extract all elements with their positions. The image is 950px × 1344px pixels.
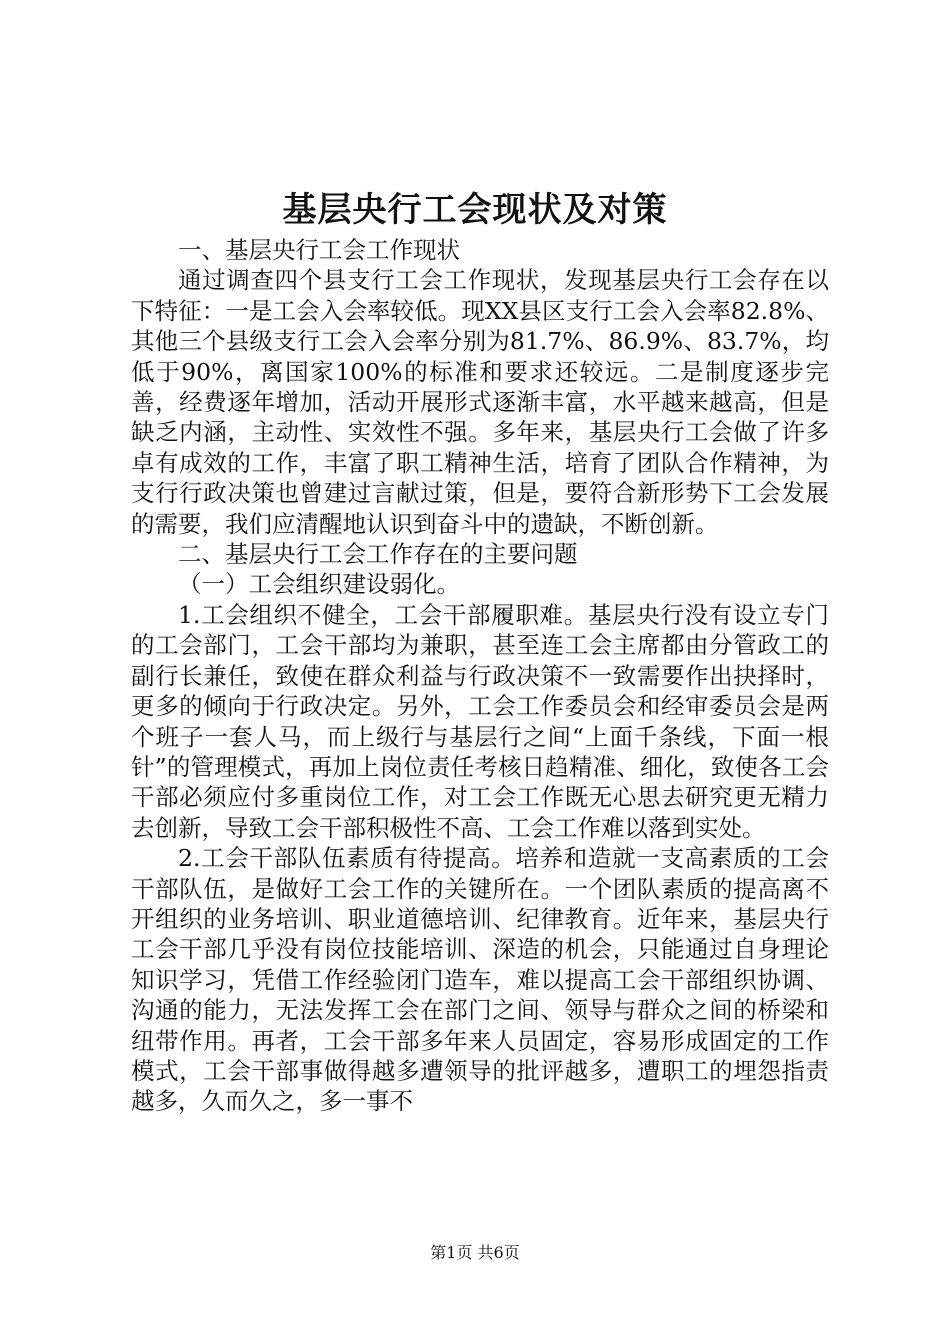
paragraph-point-1: 1.工会组织不健全，工会干部履职难。基层央行没有设立专门的工会部门，工会干部均为兼职，甚至连工会主席都由分管政工的副行长兼任，致使在群众利益与行政决策不一致需要作出抉择时，更多的倾向于行政决定。另外，工会工作委员会和经审委员会是两个班子一套人马，而上级行与基层行之间“上面千条线，下面一根针”的管理模式，再加上岗位责任考核日趋精准、细化，致使各工会干部必须应付多重岗位工作，对工会工作既无心思去研究更无精力去创新，导致工会干部积极性不高、工会工作难以落到实处。 <box>131 600 829 842</box>
section-heading-1: 一、基层央行工会工作现状 <box>178 236 460 264</box>
section-heading-2: 二、基层央行工会工作存在的主要问题 <box>178 540 578 569</box>
page-footer: 第1页 共6页 <box>430 1243 520 1262</box>
paragraph-status: 通过调查四个县支行工会工作现状，发现基层央行工会存在以下特征：一是工会入会率较低。现XX县区支行工会入会率82.8%、其他三个县级支行工会入会率分别为81.7%、86.9%、83.7%，均低于90%，离国家100%的标准和要求还较远。二是制度逐步完善，经费逐年增加，活动开展形式逐渐丰富，水平越来越高，但是缺乏内涵，主动性、实效性不强。多年来，基层央行工会做了许多卓有成效的工作，丰富了职工精神生活，培育了团队合作精神，为支行行政决策也曾建过言献过策，但是，要符合新形势下工会发展的需要，我们应清醒地认识到奋斗中的遗缺，不断创新。 <box>131 266 829 538</box>
document-title: 基层央行工会现状及对策 <box>282 190 668 230</box>
paragraph-point-2: 2.工会干部队伍素质有待提高。培养和造就一支高素质的工会干部队伍，是做好工会工作的关键所在。一个团队素质的提高离不开组织的业务培训、职业道德培训、纪律教育。近年来，基层央行工会干部几乎没有岗位技能培训、深造的机会，只能通过自身理论知识学习，凭借工作经验闭门造车，难以提高工会干部组织协调、沟通的能力，无法发挥工会在部门之间、领导与群众之间的桥梁和纽带作用。再者，工会干部多年来人员固定，容易形成固定的工作模式，工会干部事做得越多遭领导的批评越多，遭职工的埋怨指责越多，久而久之，多一事不 <box>131 844 829 1116</box>
subsection-heading-1: （一）工会组织建设弱化。 <box>178 570 460 599</box>
document-body <box>131 235 829 1117</box>
